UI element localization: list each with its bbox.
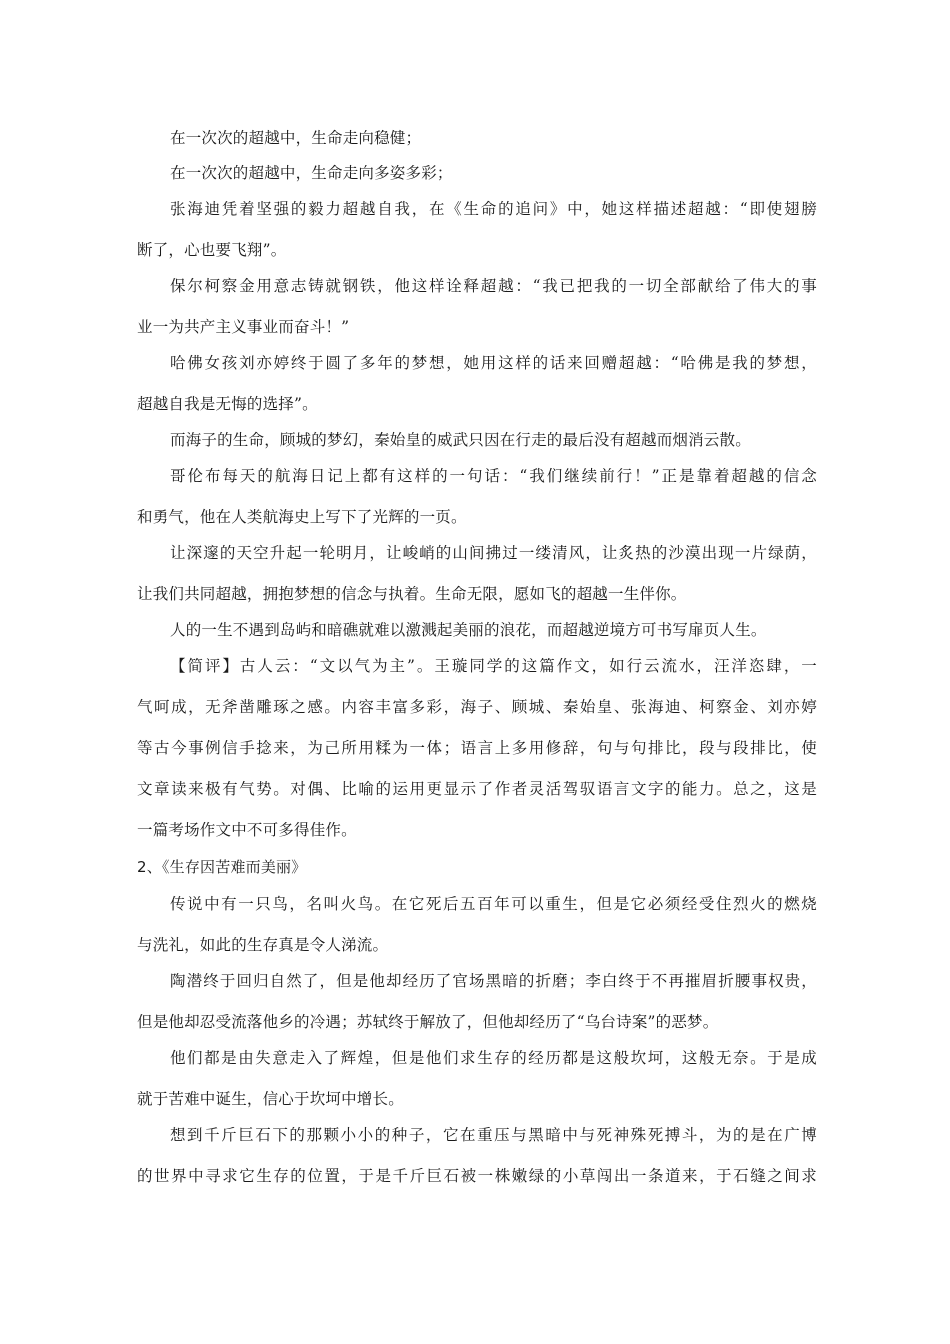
text-line: 而海子的生命，顾城的梦幻，秦始皇的威武只因在行走的最后没有超越而烟消云散。 [170, 431, 751, 449]
text-line: 哈佛女孩刘亦婷终于圆了多年的梦想，她用这样的话来回赠超越：“哈佛是我的梦想， [170, 354, 817, 372]
text-line: 气呵成，无斧凿雕琢之感。内容丰富多彩，海子、顾城、秦始皇、张海迪、柯察金、刘亦婷 [137, 698, 817, 716]
text-line: 【简评】古人云：“文以气为主”。王璇同学的这篇作文，如行云流水，汪洋恣肆，一 [170, 657, 817, 675]
text-line: 文章读来极有气势。对偶、比喻的运用更显示了作者灵活驾驭语言文字的能力。总之，这是 [137, 780, 817, 798]
text-line: 在一次次的超越中，生命走向多姿多彩； [170, 164, 453, 182]
text-line: 超越自我是无悔的选择”。 [137, 395, 318, 413]
text-line: 他们都是由失意走入了辉煌，但是他们求生存的经历都是这般坎坷，这般无奈。于是成 [170, 1049, 817, 1067]
text-line: 断了，心也要飞翔”。 [137, 241, 287, 259]
text-line: 的世界中寻求它生存的位置，于是千斤巨石被一株嫩绿的小草闯出一条道来，于石缝之间求 [137, 1167, 817, 1185]
text-line: 但是他却忍受流落他乡的冷遇；苏轼终于解放了，但他却经历了“乌台诗案”的恶梦。 [137, 1013, 719, 1031]
text-line: 在一次次的超越中，生命走向稳健； [170, 129, 422, 147]
text-line: 让我们共同超越，拥抱梦想的信念与执着。生命无限，愿如飞的超越一生伴你。 [137, 585, 687, 603]
text-line: 等古今事例信手捻来，为己所用糅为一体；语言上多用修辞，句与句排比，段与段排比，使 [137, 739, 817, 757]
text-line: 一篇考场作文中不可多得佳作。 [137, 821, 357, 839]
text-line: 让深邃的天空升起一轮明月，让峻峭的山间拂过一缕清风，让炙热的沙漠出现一片绿荫， [170, 544, 817, 562]
text-line: 传说中有一只鸟，名叫火鸟。在它死后五百年可以重生，但是它必须经受住烈火的燃烧 [170, 895, 817, 913]
text-line: 哥伦布每天的航海日记上都有这样的一句话：“我们继续前行！”正是靠着超越的信念 [170, 467, 817, 485]
text-line: 张海迪凭着坚强的毅力超越自我，在《生命的追问》中，她这样描述超越：“即使翅膀 [170, 200, 817, 218]
text-line: 就于苦难中诞生，信心于坎坷中增长。 [137, 1090, 404, 1108]
text-line: 保尔柯察金用意志铸就钢铁，他这样诠释超越：“我已把我的一切全部献给了伟大的事 [170, 277, 817, 295]
section-heading: 2、《生存因苦难而美丽》 [137, 858, 307, 876]
text-line: 陶潜终于回归自然了，但是他却经历了官场黑暗的折磨；李白终于不再摧眉折腰事权贵， [170, 972, 817, 990]
text-line: 和勇气，他在人类航海史上写下了光辉的一页。 [137, 508, 467, 526]
text-line: 业一为共产主义事业而奋斗！” [137, 318, 350, 336]
text-line: 想到千斤巨石下的那颗小小的种子，它在重压与黑暗中与死神殊死搏斗，为的是在广博 [170, 1126, 817, 1144]
text-line: 人的一生不遇到岛屿和暗礁就难以激溅起美丽的浪花，而超越逆境方可书写扉页人生。 [170, 621, 767, 639]
text-line: 与洗礼，如此的生存真是令人涕流。 [137, 936, 389, 954]
